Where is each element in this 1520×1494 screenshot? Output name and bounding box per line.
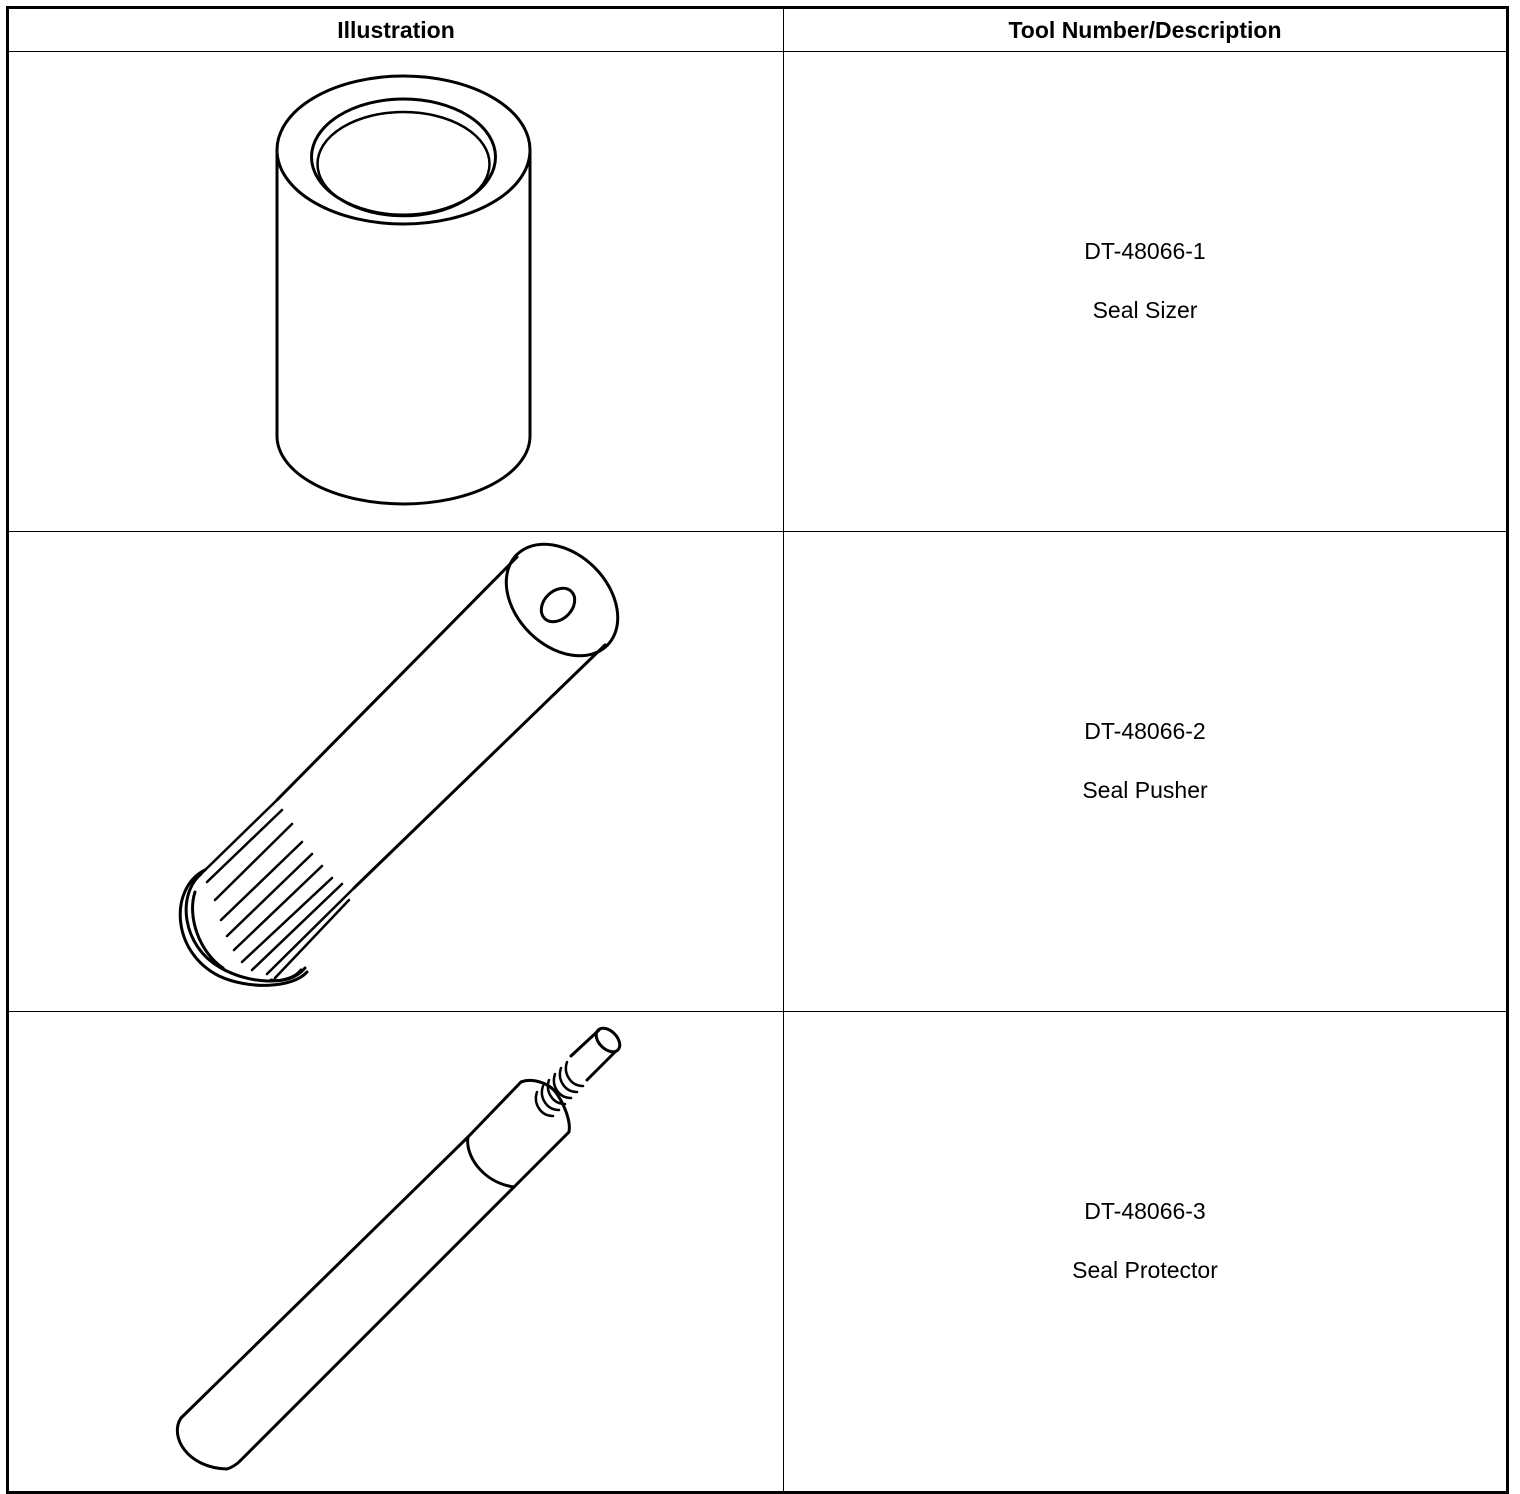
tool-number: DT-48066-3 (1084, 1198, 1206, 1225)
tool-description: Seal Pusher (1082, 777, 1208, 803)
illustration-cell (8, 1012, 784, 1493)
header-tool-description: Tool Number/Description (784, 8, 1508, 52)
table-row (8, 52, 1508, 532)
seal-protector-drawing (9, 1012, 785, 1491)
table-header-row (8, 8, 1508, 52)
description-cell (784, 532, 1508, 1012)
tool-description: Seal Protector (1072, 1257, 1218, 1283)
illustration-cell (8, 532, 784, 1012)
tool-description: Seal Sizer (1092, 297, 1198, 323)
header-illustration: Illustration (8, 8, 784, 52)
special-tools-table (6, 6, 1509, 1494)
tool-number: DT-48066-2 (1084, 718, 1206, 745)
seal-sizer-drawing (9, 52, 785, 531)
description-cell (784, 52, 1508, 532)
table-row (8, 532, 1508, 1012)
tool-number: DT-48066-1 (1084, 238, 1206, 265)
seal-pusher-drawing (9, 532, 785, 1011)
table-row (8, 1012, 1508, 1493)
illustration-cell (8, 52, 784, 532)
description-cell (784, 1012, 1508, 1493)
